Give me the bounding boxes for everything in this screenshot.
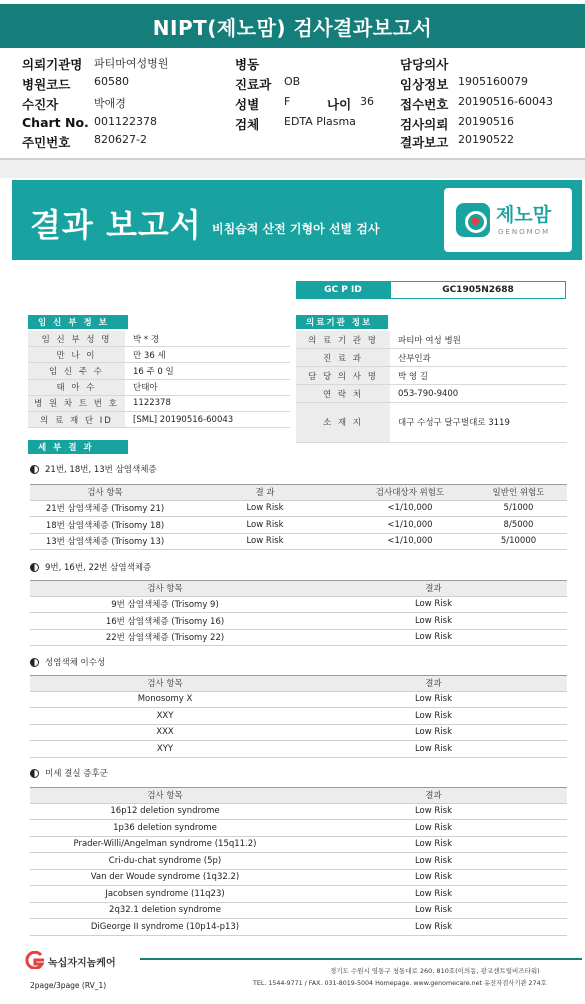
examinee-label: 수진자: [22, 97, 59, 112]
table-cell: Low Risk: [414, 806, 453, 817]
doctor-label: 담당의사: [400, 57, 449, 72]
info-value: 만 36 세: [133, 350, 166, 361]
table-cell: Low Risk: [414, 921, 453, 932]
footer-rule: [140, 958, 582, 960]
info-key: 연 락 처: [296, 385, 390, 402]
table-cell: 16번 삼염색체증 (Trisomy 16): [105, 616, 225, 627]
detail-results-header: 세 부 결 과: [28, 440, 128, 454]
table-cell: DiGeorge II syndrome (10p14-p13): [90, 921, 240, 932]
table-header: [30, 787, 567, 804]
table-row: [30, 597, 567, 614]
table-cell: Low Risk: [414, 872, 453, 883]
specimen-value: EDTA Plasma: [284, 115, 356, 128]
table-cell: 13번 삼염색체증 (Trisomy 13): [45, 537, 165, 548]
sex-value: F: [284, 95, 291, 108]
table-row: [30, 741, 567, 758]
footer-contact: TEL. 1544-9771 / FAX. 031-8019-5004 Homepage. www.genomecare.net 유전자검사기관 274호: [253, 980, 547, 987]
dept-value: OB: [284, 75, 301, 88]
table-header: [30, 580, 567, 597]
table-cell: Van der Woude syndrome (1q32.2): [90, 872, 240, 883]
column-header: 검사대상자 위험도: [375, 488, 445, 499]
gcp-id-value: GC1905N2688: [390, 281, 566, 299]
half-circle-icon: [30, 769, 39, 778]
table-row: [30, 837, 567, 854]
info-row: [28, 380, 290, 396]
table-cell: 8/5000: [503, 519, 534, 530]
logo-text: 제노맘: [496, 204, 552, 226]
pregnant-info-header: 임 신 부 정 보: [28, 315, 128, 329]
column-header: 결과: [425, 584, 442, 595]
table-row: [30, 630, 567, 647]
table-cell: XXY: [156, 710, 174, 721]
resident-no-label: 주민번호: [22, 135, 71, 150]
table-cell: Monosomy X: [137, 694, 193, 705]
table-row: [30, 804, 567, 821]
table-row: [30, 919, 567, 936]
report-title: NIPT(제노맘) 검사결과보고서: [0, 4, 585, 48]
genomom-logo-icon: [456, 203, 490, 237]
info-key: 임 신 주 수: [28, 363, 125, 378]
info-key: 의 료 재 단 ID: [28, 412, 125, 427]
table-row: [30, 725, 567, 742]
info-value: 박 * 경: [133, 334, 160, 345]
info-value: 단태아: [133, 383, 158, 394]
column-header: 결 과: [255, 488, 275, 499]
table-cell: XXX: [156, 727, 174, 738]
column-header: 일반인 위험도: [492, 488, 545, 499]
table-row: [30, 903, 567, 920]
genome-care-logo-icon: [24, 951, 46, 969]
banner-title: 결과 보고서: [30, 206, 202, 244]
info-value: [SML] 20190516-60043: [133, 414, 234, 425]
group-title-sex-chromosome: [30, 656, 105, 668]
info-row: [28, 412, 290, 428]
info-row: [28, 347, 290, 363]
table-cell: Low Risk: [414, 855, 453, 866]
info-value: 대구 수성구 달구벌대로 3119: [398, 418, 510, 429]
group-title-text: 미세 결실 증후군: [45, 769, 108, 779]
info-key: 병 원 차 트 번 호: [28, 396, 125, 411]
chart-no-label: Chart No.: [22, 115, 89, 130]
info-value: 파티마 여성 병원: [398, 335, 461, 346]
group-title-trisomy-9-16-22: [30, 561, 151, 573]
table-row: [30, 708, 567, 725]
table-cell: Low Risk: [414, 743, 453, 754]
table-cell: Low Risk: [246, 536, 284, 547]
table-cell: <1/10,000: [387, 503, 433, 514]
info-key: 태 아 수: [28, 380, 125, 395]
table-header: [30, 484, 567, 501]
info-row: [296, 403, 567, 443]
table-cell: Low Risk: [414, 822, 453, 833]
info-row: [296, 385, 567, 403]
half-circle-icon: [30, 465, 39, 474]
hospital-code-label: 병원코드: [22, 77, 71, 92]
info-row: [296, 367, 567, 385]
info-row: [28, 331, 290, 347]
column-header: 검사 항목: [87, 488, 123, 499]
request-date-label: 검사의뢰: [400, 117, 449, 132]
table-cell: Low Risk: [414, 727, 453, 738]
institution-value: 파티마여성병원: [94, 57, 169, 70]
table-cell: 21번 삼염색체증 (Trisomy 21): [45, 504, 165, 515]
banner-subtitle: 비침습적 산전 기형아 선별 검사: [212, 222, 380, 236]
institution-info-header: 의료기관 정보: [296, 315, 388, 329]
table-cell: Cri-du-chat syndrome (5p): [108, 855, 222, 866]
info-value: 산부인과: [398, 353, 431, 364]
receipt-no-value: 20190516-60043: [458, 95, 553, 108]
table-header: [30, 675, 567, 692]
receipt-no-label: 접수번호: [400, 97, 449, 112]
table-cell: Low Risk: [414, 905, 453, 916]
table-cell: 18번 삼염색체증 (Trisomy 18): [45, 520, 165, 531]
table-row: [30, 517, 567, 534]
chart-no-value: 001122378: [94, 115, 157, 128]
table-cell: Low Risk: [414, 599, 453, 610]
hospital-code-value: 60580: [94, 75, 129, 88]
info-key: 소 재 지: [296, 403, 390, 442]
table-cell: 16p12 deletion syndrome: [110, 806, 220, 817]
info-key: 의 료 기 관 명: [296, 331, 390, 348]
footer-company-name: 녹십자지놈케어: [48, 958, 116, 969]
table-row: [30, 613, 567, 630]
table-row: [30, 853, 567, 870]
table-cell: Low Risk: [414, 632, 453, 643]
table-row: [30, 886, 567, 903]
group-title-text: 21번, 18번, 13번 삼염색체증: [45, 465, 157, 475]
clinical-info-value: 1905160079: [458, 75, 528, 88]
table-row: [30, 534, 567, 551]
table-cell: Prader-Willi/Angelman syndrome (15q11.2): [73, 839, 257, 850]
table-cell: 1p36 deletion syndrome: [113, 822, 217, 833]
table-cell: <1/10,000: [387, 519, 433, 530]
table-cell: Jacobsen syndrome (11q23): [105, 888, 225, 899]
table-cell: <1/10,000: [387, 536, 433, 547]
column-header: 검사 항목: [147, 791, 183, 802]
page-number: 2page/3page (RV_1): [30, 981, 107, 990]
table-cell: Low Risk: [414, 710, 453, 721]
table-cell: 22번 삼염색체증 (Trisomy 22): [105, 633, 225, 644]
info-row: [28, 396, 290, 412]
table-row: [30, 870, 567, 887]
info-value: 박 영 길: [398, 371, 429, 382]
info-key: 임 신 부 성 명: [28, 331, 125, 346]
request-date-value: 20190516: [458, 115, 514, 128]
logo-subtext: GENOMOM: [498, 228, 551, 236]
info-value: 053-790-9400: [398, 388, 459, 399]
info-key: 담 당 의 사 명: [296, 367, 390, 384]
group-title-trisomy-21-18-13: [30, 463, 157, 475]
report-date-label: 결과보고: [400, 135, 449, 150]
group-title-text: 9번, 16번, 22번 삼염색체증: [45, 563, 152, 573]
report-banner: [12, 180, 582, 260]
info-row: [296, 331, 567, 349]
table-cell: 2q32.1 deletion syndrome: [109, 905, 221, 916]
table-cell: 9번 삼염색체증 (Trisomy 9): [111, 600, 219, 611]
table-cell: Low Risk: [414, 888, 453, 899]
table-cell: 5/1000: [503, 503, 534, 514]
column-header: 검사 항목: [147, 679, 183, 690]
table-cell: XYY: [156, 743, 174, 754]
column-header: 검사 항목: [147, 584, 183, 595]
specimen-label: 검체: [235, 117, 260, 132]
age-value: 36: [360, 95, 374, 108]
age-label: 나이: [327, 97, 352, 112]
table-cell: Low Risk: [414, 694, 453, 705]
info-value: 16 주 0 일: [133, 366, 174, 377]
info-row: [28, 363, 290, 379]
footer-address: 경기도 수원시 영통구 청통대로 260, 810호(이의동, 광교센트럴비즈타워): [330, 967, 540, 975]
dept-label: 진료과: [235, 77, 272, 92]
page-separator: [0, 158, 585, 178]
institution-label: 의뢰기관명: [22, 57, 83, 72]
table-row: [30, 501, 567, 518]
table-cell: Low Risk: [246, 519, 284, 530]
info-row: [296, 349, 567, 367]
group-title-microdeletion: [30, 767, 108, 779]
gcp-id-label: GC P ID: [296, 281, 390, 299]
table-row: [30, 820, 567, 837]
clinical-info-label: 임상정보: [400, 77, 449, 92]
table-cell: Low Risk: [414, 615, 453, 626]
table-cell: Low Risk: [414, 839, 453, 850]
ward-label: 병동: [235, 57, 260, 72]
table-cell: 5/10000: [500, 536, 537, 547]
column-header: 결과: [425, 791, 442, 802]
table-row: [30, 692, 567, 709]
sex-label: 성별: [235, 97, 260, 112]
info-value: 1122378: [133, 398, 171, 409]
genomom-logo: [444, 188, 572, 252]
half-circle-icon: [30, 658, 39, 667]
info-key: 진 료 과: [296, 349, 390, 366]
column-header: 결과: [425, 679, 442, 690]
info-key: 만 나 이: [28, 347, 125, 362]
examinee-value: 박애경: [94, 97, 126, 110]
half-circle-icon: [30, 563, 39, 572]
group-title-text: 성염색체 이수성: [45, 658, 106, 668]
table-cell: Low Risk: [246, 503, 284, 514]
report-date-value: 20190522: [458, 133, 514, 146]
resident-no-value: 820627-2: [94, 133, 147, 146]
